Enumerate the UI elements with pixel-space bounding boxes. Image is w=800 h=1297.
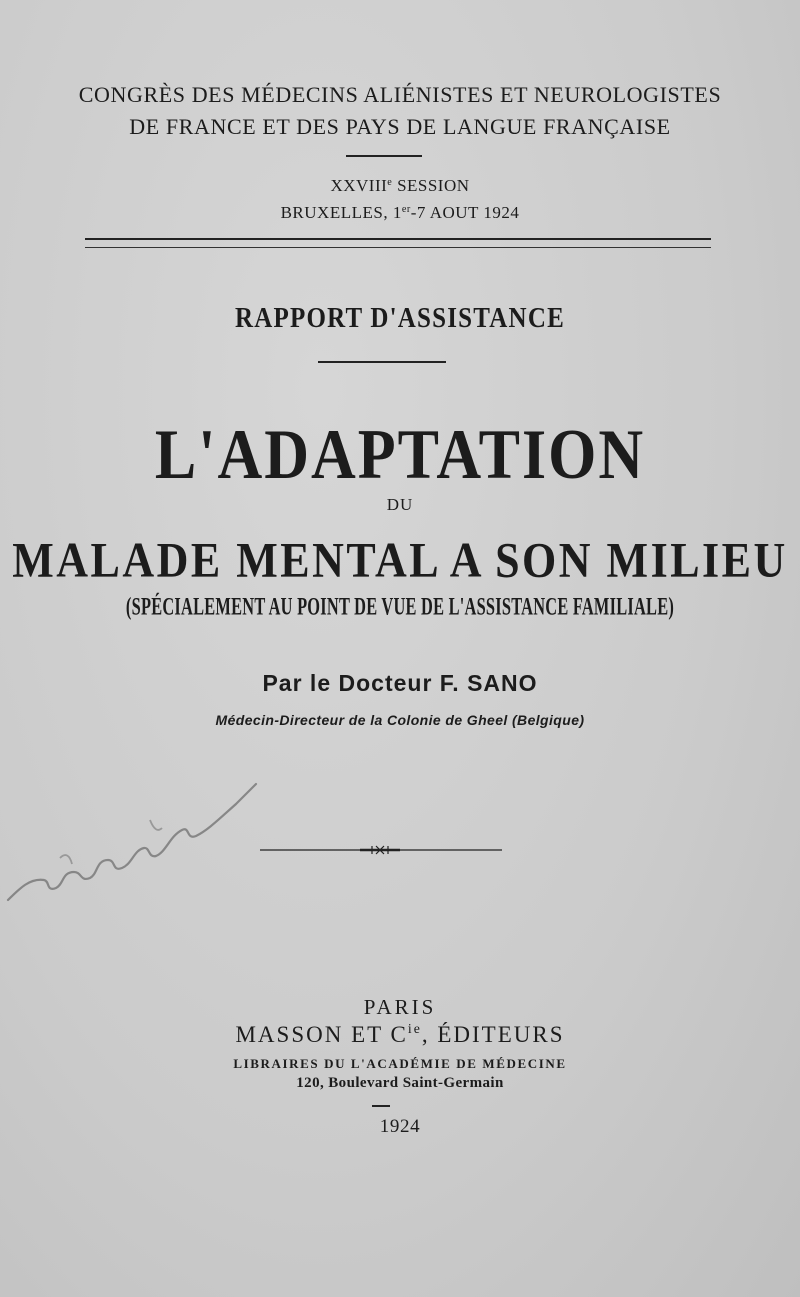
- double-rule-divider: [85, 238, 711, 248]
- author-byline: Par le Docteur F. SANO: [262, 670, 538, 696]
- handwritten-signature: [0, 760, 270, 920]
- dates-superscript: er: [401, 203, 411, 215]
- main-title-line-1: L'ADAPTATION: [154, 415, 646, 495]
- session-superscript: e: [387, 176, 393, 188]
- subtitle: (SPÉCIALEMENT AU POINT DE VUE DE L'ASSISTANCE FAMILIALE): [125, 591, 675, 621]
- congress-title-line-1: CONGRÈS DES MÉDECINS ALIÉNISTES ET NEUROLOGISTES: [78, 82, 722, 107]
- publisher-description: LIBRAIRES DU L'ACADÉMIE DE MÉDECINE: [233, 1056, 567, 1071]
- title-connector: DU: [386, 495, 414, 514]
- session-word: SESSION: [392, 176, 470, 195]
- publisher-address: 120, Boulevard Saint-Germain: [296, 1075, 504, 1091]
- ornamental-rule: [260, 840, 502, 860]
- publisher-start: MASSON ET C: [235, 1021, 408, 1047]
- publisher-superscript: ie: [407, 1021, 422, 1036]
- short-rule-top: [346, 155, 422, 157]
- report-type-heading: RAPPORT D'ASSISTANCE: [235, 303, 565, 334]
- short-rule-bottom: [372, 1105, 390, 1107]
- publisher-end: , ÉDITEURS: [421, 1021, 565, 1047]
- dates-city: BRUXELLES, 1: [280, 203, 402, 222]
- dates-rest: -7 AOUT 1924: [410, 203, 520, 222]
- main-title-line-2: MALADE MENTAL A SON MILIEU: [12, 533, 788, 588]
- publisher-name: [0, 1021, 800, 1048]
- session-number: XXVIII: [330, 176, 388, 195]
- publication-city: PARIS: [363, 995, 437, 1019]
- short-rule-middle: [318, 361, 446, 363]
- author-affiliation: Médecin-Directeur de la Colonie de Gheel (Belgique): [215, 712, 585, 728]
- congress-title-line-2: DE FRANCE ET DES PAYS DE LANGUE FRANÇAISE: [129, 114, 671, 139]
- dates-line: [0, 203, 800, 223]
- publication-year: 1924: [379, 1116, 421, 1137]
- session-line: [0, 176, 800, 196]
